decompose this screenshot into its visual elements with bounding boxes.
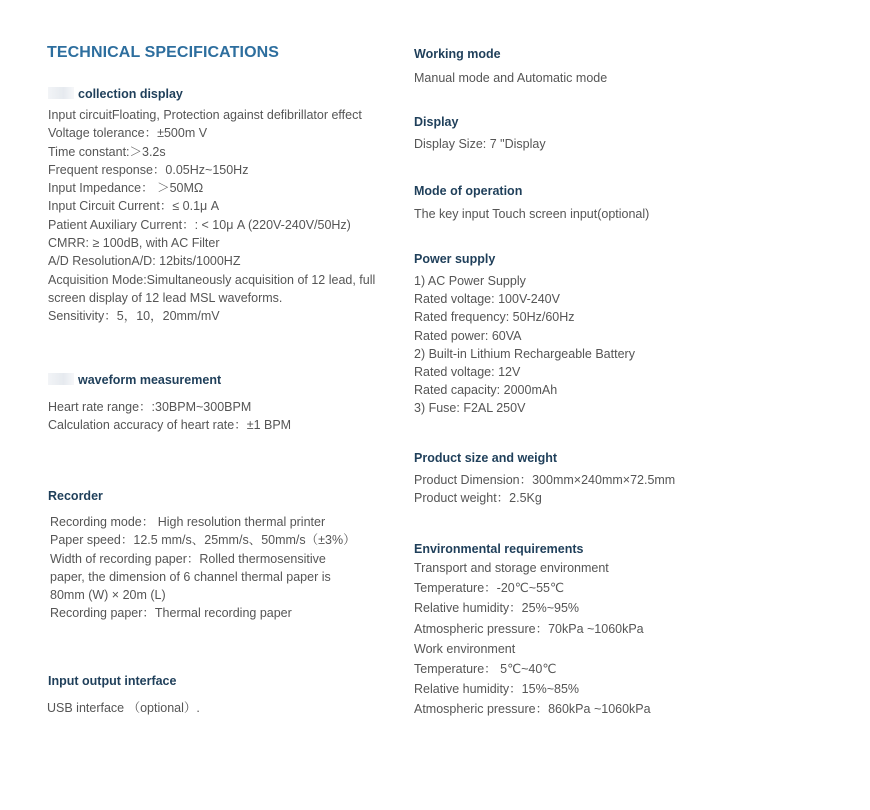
spec-line: A/D ResolutionA/D: 12bits/1000HZ: [48, 254, 241, 269]
redacted-mark: [48, 87, 74, 99]
spec-line: Atmospheric pressure：860kPa ~1060kPa: [414, 702, 651, 717]
spec-list: [414, 471, 744, 507]
spec-line: Product Dimension：300mm×240mm×72.5mm: [414, 473, 676, 487]
spec-line: Rated capacity: 2000mAh: [414, 383, 558, 398]
spec-list: [48, 106, 398, 326]
spec-line: Relative humidity：15%~85%: [414, 682, 580, 697]
spec-line: Display Size: 7 "Display: [414, 137, 546, 151]
section-input-output-interface: [48, 672, 398, 717]
spec-line: Rated frequency: 50Hz/60Hz: [414, 310, 575, 325]
spec-line: paper, the dimension of 6 channel thermal paper is: [50, 569, 331, 584]
spec-line: Patient Auxiliary Current：: < 10μ A (220V-240V/50Hz): [48, 217, 351, 232]
spec-line: Calculation accuracy of heart rate：±1 BPM: [48, 418, 292, 433]
spec-line: screen display of 12 lead MSL waveforms.: [48, 290, 283, 305]
spec-list: [50, 513, 398, 623]
page-title: TECHNICAL SPECIFICATIONS: [47, 44, 280, 61]
section-heading: Input output interface: [48, 674, 177, 688]
spec-line: Rated voltage: 100V-240V: [414, 292, 560, 307]
spec-line: The key input Touch screen input(optional): [414, 207, 650, 221]
spec-line: Width of recording paper：Rolled thermosensitive: [50, 551, 326, 566]
spec-line: Rated voltage: 12V: [414, 365, 521, 380]
spec-line: Transport and storage environment: [414, 561, 609, 575]
spec-line: Sensitivity：5，10，20mm/mV: [48, 309, 220, 324]
spec-line: Time constant:＞3.2s: [48, 144, 166, 159]
section-heading: Working mode: [414, 47, 501, 61]
spec-list: [414, 205, 744, 223]
spec-line: Acquisition Mode:Simultaneously acquisition of 12 lead, full: [48, 272, 376, 287]
spec-line: Temperature： 5℃~40℃: [414, 662, 557, 677]
spec-line: Voltage tolerance：±500m V: [48, 126, 208, 141]
spec-line: Input circuitFloating, Protection against defibrillator effect: [48, 108, 362, 122]
section-mode-of-operation: [414, 182, 744, 223]
spec-line: Relative humidity：25%~95%: [414, 601, 580, 616]
section-heading: Display: [414, 115, 459, 129]
spec-list: [48, 398, 398, 435]
spec-line: Input Circuit Current：≤ 0.1μ A: [48, 199, 220, 214]
spec-list: [47, 699, 398, 717]
spec-line: 80mm (W) × 20m (L): [50, 588, 166, 603]
section-waveform-measurement: [48, 371, 398, 435]
section-heading: Power supply: [414, 252, 496, 266]
spec-line: CMRR: ≥ 100dB, with AC Filter: [48, 236, 220, 251]
section-heading: Environmental requirements: [414, 542, 584, 556]
spec-line: Product weight：2.5Kg: [414, 491, 542, 506]
spec-line: Work environment: [414, 641, 516, 656]
section-recorder: [48, 487, 398, 623]
section-heading: collection display: [78, 87, 183, 101]
spec-line: Rated power: 60VA: [414, 328, 522, 343]
spec-line: Recording paper：Thermal recording paper: [50, 606, 292, 621]
spec-line: Temperature：-20℃~55℃: [414, 581, 565, 596]
section-heading: Mode of operation: [414, 184, 523, 198]
spec-line: Heart rate range：:30BPM~300BPM: [48, 400, 252, 414]
spec-line: Recording mode： High resolution thermal printer: [50, 515, 326, 529]
redacted-mark: [48, 373, 74, 385]
section-heading: waveform measurement: [78, 373, 222, 387]
spec-line: Frequent response：0.05Hz~150Hz: [48, 162, 249, 177]
spec-line: Paper speed：12.5 mm/s、25mm/s、50mm/s（±3%）: [50, 533, 356, 548]
section-heading: Recorder: [48, 489, 103, 503]
section-working-mode: [414, 45, 744, 87]
spec-line: Input Impedance： ＞50MΩ: [48, 181, 204, 196]
spec-list: [414, 558, 744, 720]
spec-line: 3) Fuse: F2AL 250V: [414, 401, 526, 416]
section-power-supply: [414, 250, 744, 418]
spec-line: USB interface （optional）.: [47, 701, 200, 715]
spec-line: 2) Built-in Lithium Rechargeable Battery: [414, 346, 635, 361]
section-heading: Product size and weight: [414, 451, 558, 465]
spec-list: [414, 272, 744, 418]
spec-line: 1) AC Power Supply: [414, 274, 526, 288]
spec-list: [414, 69, 744, 87]
section-environmental-requirements: [414, 540, 744, 720]
spec-list: [414, 135, 744, 153]
section-collection-display: [48, 85, 398, 326]
spec-line: Atmospheric pressure：70kPa ~1060kPa: [414, 621, 644, 636]
section-display: [414, 113, 744, 153]
section-product-size-weight: [414, 449, 744, 507]
spec-line: Manual mode and Automatic mode: [414, 71, 608, 85]
